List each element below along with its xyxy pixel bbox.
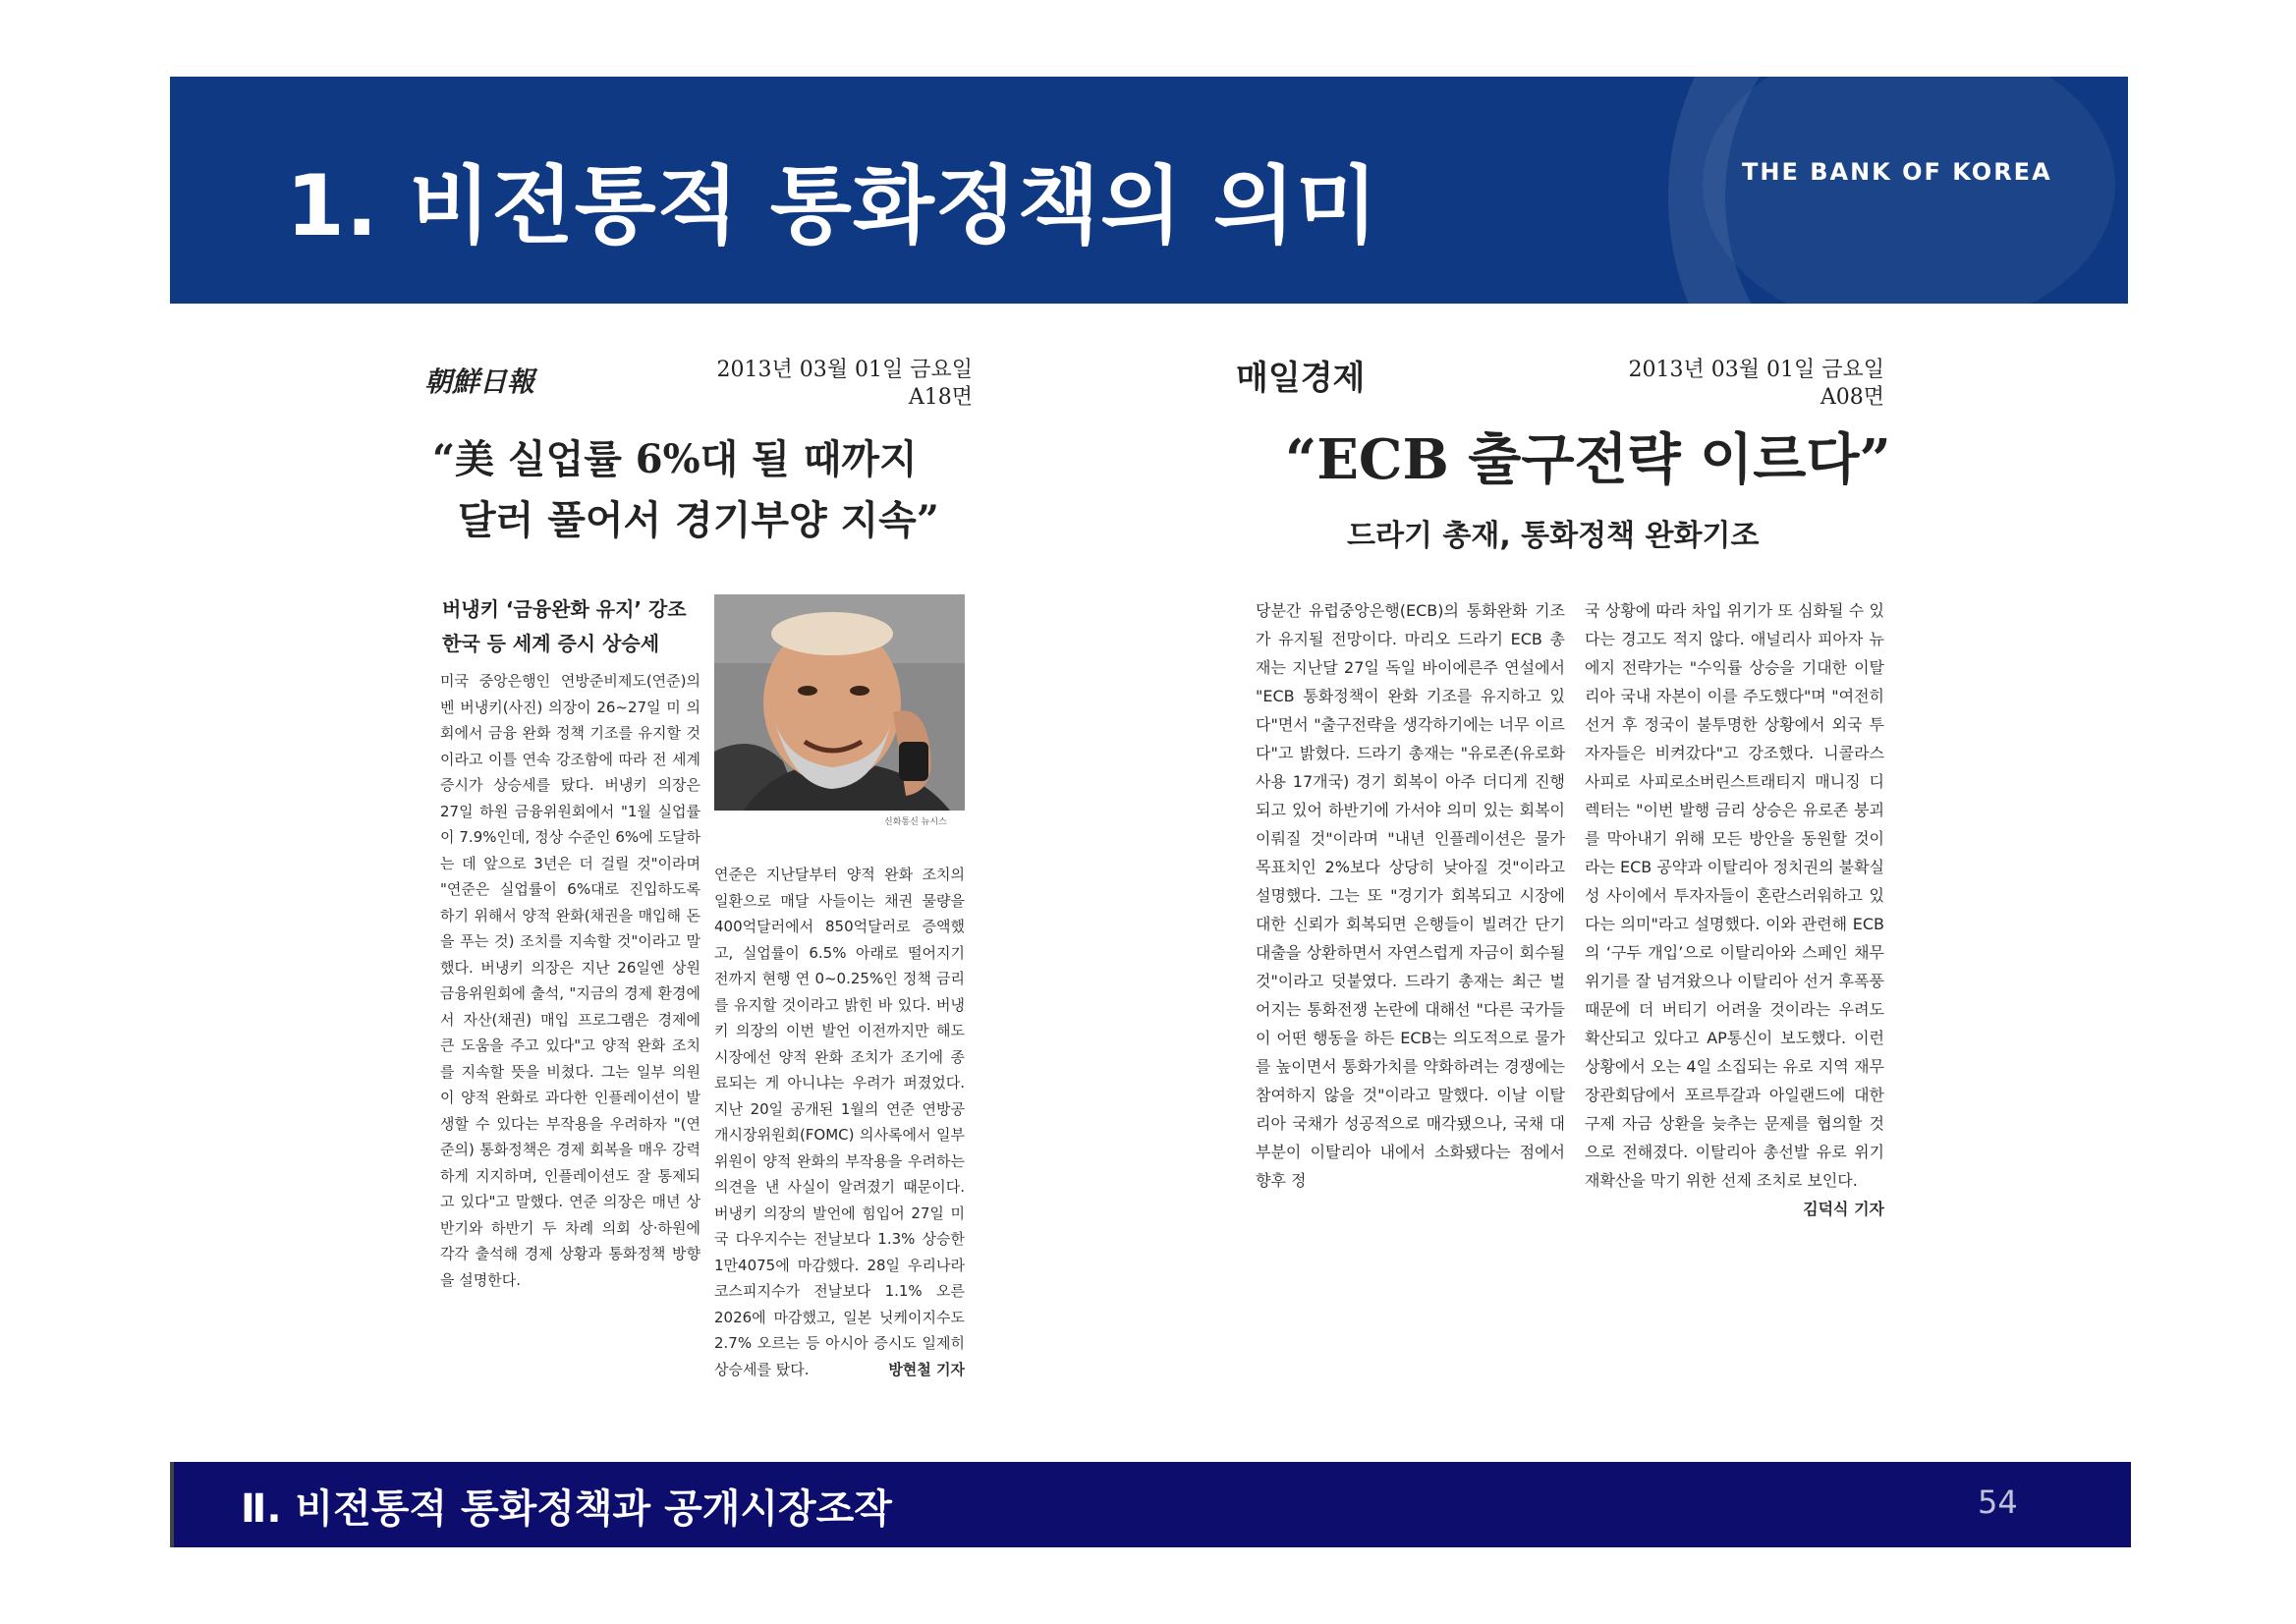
article-byline: 김덕식 기자 xyxy=(1803,1200,1884,1218)
article-deck xyxy=(442,592,687,661)
article-column-2 xyxy=(1585,596,1884,1392)
article-page: A18면 xyxy=(908,385,973,410)
headline-line-2: 달러 풀어서 경기부양 지속” xyxy=(458,497,939,543)
photo-credit: 신화통신 뉴시스 xyxy=(884,817,947,827)
bank-logo-text: THE BANK OF KOREA xyxy=(1742,158,2052,186)
article-column-1: 당분간 유럽중앙은행(ECB)의 통화완화 기조가 유지될 전망이다. 마리오 드라기 ECB 총재는 지난달 27일 독일 바이에른주 연설에서 "ECB 통화정책이 완화 기조를 유지하고 있다"면서 "출구전략을 생각하기에는 너무 이르다"고 밝혔다. 드라기 총재는 "유로존(유로화 사용 17개국) 경기 회복이 아주 더디게 진행되고 있어 하반기에 가서야 의미 있는 회복이 이뤄질 것"이라며 "내년 인플레이션은 물가 목표치인 2%보다 상당히 낮아질 것"이라고 설명했다. 그는 또 "경기가 회복되고 시장에 대한 신뢰가 회복되면 은행들이 빌려간 단기 대출을 상환하면서 자연스럽게 자금이 회수될 것"이라고 덧붙였다. 드라기 총재는 최근 벌어지는 통화전쟁 논란에 대해선 "다른 국가들이 어떤 행동을 하든 ECB는 의도적으로 물가를 높이면서 통화가치를 약화하려는 경쟁에는 참여하지 않을 것"이라고 말했다. 이날 이탈리아 국채가 성공적으로 매각됐으나, 국채 대부분이 이탈리아 내에서 소화됐다는 점에서 향후 정 xyxy=(1256,601,1565,1190)
article-headline: “ECB 출구전략 이르다” xyxy=(1285,427,1891,492)
footer-edge xyxy=(170,1462,174,1547)
header-ring-decoration xyxy=(1668,77,2128,304)
deck-line-2: 한국 등 세계 증시 상승세 xyxy=(442,632,660,655)
newspaper-masthead: 매일경제 xyxy=(1236,359,1366,398)
newspaper-masthead: 朝鮮日報 xyxy=(424,365,535,398)
article-byline: 방현철 기자 xyxy=(888,1360,965,1378)
article-column-1: 미국 중앙은행인 연방준비제도(연준)의 벤 버냉키(사진) 의장이 26~27일 미 의회에서 금융 완화 정책 기조를 유지할 것이라고 이틀 연속 강조함에 따라 전 세계 증시가 상승세를 탔다. 버냉키 의장은 27일 하원 금융위원회에서 "1월 실업률이 7.9%인데, 정상 수준인 6%에 도달하는 데 앞으로 3년은 더 걸릴 것"이라며 "연준은 실업률이 6%대로 진입하도록 하기 위해서 양적 완화(채권을 매입해 돈을 푸는 것) 조치를 지속할 것"이라고 말했다. 버냉키 의장은 지난 26일엔 상원 금융위원회에 출석, "지금의 경제 환경에서 자산(채권) 매입 프로그램은 경제에 큰 도움을 주고 있다"고 양적 완화 조치를 지속할 뜻을 비쳤다. 그는 일부 의원이 양적 완화로 과다한 인플레이션이 발생할 수 있다는 부작용을 우려하자 "(연준의) 통화정책은 경제 회복을 매우 강력하게 지지하며, 인플레이션도 잘 통제되고 있다"고 말했다. 연준 의장은 매년 상반기와 하반기 두 차례 의회 상·하원에 각각 출석해 경제 상황과 통화정책 방향을 설명한다. xyxy=(440,672,700,1289)
slide-footer xyxy=(170,1462,2131,1547)
article-subhead: 드라기 총재, 통화정책 완화기조 xyxy=(1347,519,1760,553)
article-page: A08면 xyxy=(1820,385,1884,410)
slide-header xyxy=(170,77,2128,304)
deck-line-1: 버냉키 ‘금융완화 유지’ 강조 xyxy=(442,597,687,621)
section-title: Ⅱ. 비전통적 통화정책과 공개시장조작 xyxy=(241,1486,892,1532)
headline-line-1: “美 실업률 6%대 될 때까지 xyxy=(432,436,918,482)
newspaper-clipping-chosun xyxy=(422,339,973,1429)
newspaper-clipping-maeil xyxy=(1236,339,1891,1429)
article-date: 2013년 03월 01일 금요일 xyxy=(716,358,973,382)
article-column-2-text: 국 상황에 따라 차입 위기가 또 심화될 수 있다는 경고도 적지 않다. 애널리사 피아자 뉴에지 전략가는 "수익률 상승을 기대한 이탈리아 국내 자본이 이를 주도했다"며 "여전히 선거 후 정국이 불투명한 상황에서 외국 투자자들은 비켜갔다"고 강조했다. 니콜라스 사피로 사피로소버린스트래티지 매니징 디렉터는 "이번 발행 금리 상승은 유로존 붕괴를 막아내기 위해 모든 방안을 동원할 것이라는 ECB 공약과 이탈리아 정치권의 불확실성 사이에서 투자자들이 혼란스러워하고 있다는 의미"라고 설명했다. 이와 관련해 ECB의 ‘구두 개입’으로 이탈리아와 스페인 채무 위기를 잘 넘겨왔으나 이탈리아 선거 후폭풍 때문에 더 버티기 어려울 것이라는 우려도 확산되고 있다고 AP통신이 보도했다. 이런 상황에서 오는 4일 소집되는 유로 지역 재무장관회담에서 포르투갈과 아일랜드에 대한 구제 자금 상환을 늦추는 문제를 협의할 것으로 전해졌다. 이탈리아 총선발 유로 위기 재확산을 막기 위한 선제 조치로 보인다. xyxy=(1585,601,1884,1190)
article-dateline xyxy=(717,357,973,412)
page-number: 54 xyxy=(1978,1484,2018,1521)
portrait-illustration xyxy=(714,594,965,811)
article-headline xyxy=(432,429,939,551)
article-column-2 xyxy=(714,862,965,1425)
article-dateline xyxy=(1629,357,1884,412)
slide-title: 1. 비전통적 통화정책의 의미 xyxy=(286,157,1379,255)
article-column-2-text: 연준은 지난달부터 양적 완화 조치의 일환으로 매달 사들이는 채권 물량을 400억달러에서 850억달러로 증액했고, 실업률이 6.5% 아래로 떨어지기 전까지 현행 연 0~0.25%인 정책 금리를 유지할 것이라고 밝힌 바 있다. 버냉키 의장의 이번 발언 이전까지만 해도 시장에선 양적 완화 조치가 조기에 종료되는 게 아니냐는 우려가 퍼졌었다. 지난 20일 공개된 1월의 연준 연방공개시장위원회(FOMC) 의사록에서 일부 위원이 양적 완화의 부작용을 우려하는 의견을 낸 사실이 알려졌기 때문이다. 버냉키 의장의 발언에 힘입어 27일 미국 다우지수는 전날보다 1.3% 상승한 1만4075에 마감했다. 28일 우리나라 코스피지수가 전날보다 1.1% 오른 2026에 마감했고, 일본 닛케이지수도 2.7% 오르는 등 아시아 증시도 일제히 상승세를 탔다. xyxy=(714,866,965,1378)
portrait-photo xyxy=(714,594,965,811)
article-date: 2013년 03월 01일 금요일 xyxy=(1628,358,1884,382)
